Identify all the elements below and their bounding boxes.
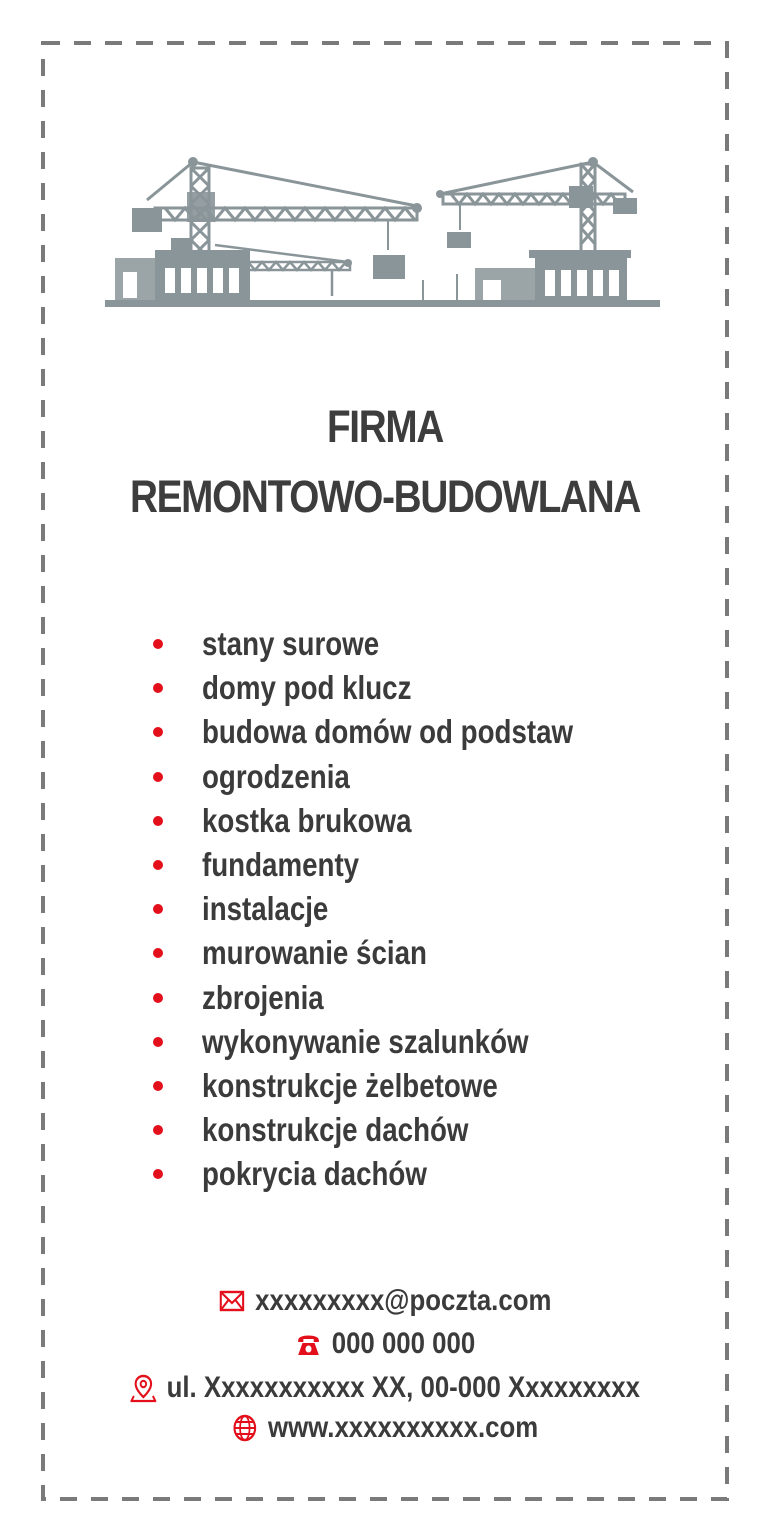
construction-cranes-illustration xyxy=(105,150,665,315)
contact-email-row xyxy=(0,1281,770,1327)
bullet-icon xyxy=(153,639,163,649)
bullet-icon xyxy=(153,948,163,958)
contact-email[interactable]: xxxxxxxxx@poczta.com xyxy=(254,1284,552,1317)
service-label: konstrukcje dachów xyxy=(202,1111,469,1149)
bullet-icon xyxy=(153,1037,163,1047)
service-label: zbrojenia xyxy=(202,978,324,1016)
service-label: stany surowe xyxy=(202,625,380,662)
service-label: pokrycia dachów xyxy=(202,1155,427,1193)
list-item xyxy=(150,1108,644,1152)
list-item xyxy=(150,622,644,666)
list-item xyxy=(150,666,644,710)
bullet-icon xyxy=(153,727,163,737)
list-item xyxy=(150,755,644,799)
service-label: wykonywanie szalunków xyxy=(202,1022,529,1060)
bullet-icon xyxy=(153,904,163,914)
bullet-icon xyxy=(153,1169,163,1179)
bullet-icon xyxy=(153,860,163,870)
contact-phone-row xyxy=(0,1324,770,1370)
list-item xyxy=(150,799,644,843)
bullet-icon xyxy=(153,816,163,826)
contact-address: ul. Xxxxxxxxxxx XX, 00-000 Xxxxxxxxx xyxy=(166,1371,640,1404)
list-item xyxy=(150,1064,644,1108)
bullet-icon xyxy=(153,993,163,1003)
bullet-icon xyxy=(153,1081,163,1091)
service-label: domy pod klucz xyxy=(202,669,412,707)
list-item xyxy=(150,710,644,754)
service-label: murowanie ścian xyxy=(202,934,427,972)
company-title-line-2: REMONTOWO-BUDOWLANA xyxy=(129,471,641,522)
service-label: konstrukcje żelbetowe xyxy=(202,1066,498,1104)
map-pin-icon xyxy=(130,1373,156,1403)
list-item xyxy=(150,887,644,931)
list-item xyxy=(150,931,644,975)
service-label: fundamenty xyxy=(202,845,360,883)
service-label: budowa domów od podstaw xyxy=(202,713,574,751)
service-label: ogrodzenia xyxy=(202,757,350,795)
list-item xyxy=(150,976,644,1020)
list-item xyxy=(150,1152,644,1196)
bullet-icon xyxy=(153,1125,163,1135)
list-item xyxy=(150,843,644,887)
bullet-icon xyxy=(153,772,163,782)
telephone-icon xyxy=(295,1329,321,1359)
service-label: kostka brukowa xyxy=(202,801,412,839)
contact-website-row xyxy=(0,1408,770,1454)
service-label: instalacje xyxy=(202,890,329,928)
contact-phone[interactable]: 000 000 000 xyxy=(331,1327,475,1360)
envelope-icon xyxy=(219,1286,245,1316)
contact-website[interactable]: www.xxxxxxxxxx.com xyxy=(267,1411,539,1444)
services-list xyxy=(150,622,644,1196)
globe-icon xyxy=(232,1413,258,1443)
company-title-line-1: FIRMA xyxy=(326,401,444,452)
list-item xyxy=(150,1020,644,1064)
bullet-icon xyxy=(153,683,163,693)
